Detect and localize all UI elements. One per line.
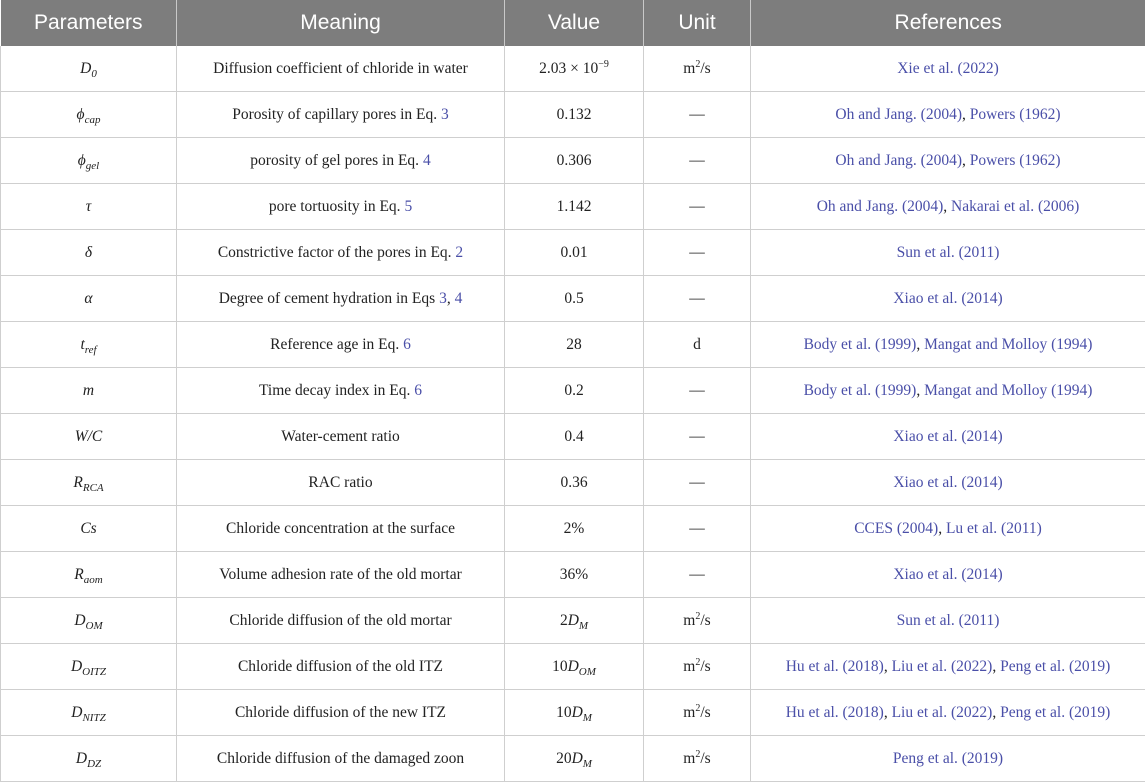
- param-symbol: [80, 336, 96, 353]
- param-symbol: [80, 520, 96, 537]
- meaning-text: Constrictive factor of the pores in Eq.: [218, 244, 456, 261]
- reference-separator: ,: [962, 106, 970, 123]
- references-cell: [751, 736, 1145, 782]
- param-base: D: [71, 658, 82, 675]
- reference-link[interactable]: Xie et al. (2022): [897, 60, 999, 77]
- param-symbol: [80, 60, 97, 77]
- table-row: [1, 552, 1145, 598]
- value-cell: [505, 92, 644, 138]
- value-subscript: OM: [579, 666, 596, 678]
- unit-cell: [644, 460, 751, 506]
- unit-cell: [644, 368, 751, 414]
- reference-link[interactable]: Liu et al. (2022): [892, 704, 993, 721]
- param-cell: [1, 506, 177, 552]
- table-row: [1, 414, 1145, 460]
- value-cell: [505, 322, 644, 368]
- unit-base: m: [683, 60, 695, 77]
- unit-cell: [644, 46, 751, 92]
- reference-separator: ,: [884, 704, 892, 721]
- value-cell: [505, 552, 644, 598]
- header-parameters: Parameters: [1, 0, 177, 46]
- meaning-cell: [177, 598, 505, 644]
- reference-link[interactable]: Liu et al. (2022): [892, 658, 993, 675]
- unit-cell: [644, 506, 751, 552]
- value-cell: [505, 230, 644, 276]
- value-subscript: M: [583, 712, 592, 724]
- value-text: 0.132: [557, 106, 592, 123]
- meaning-cell: [177, 414, 505, 460]
- meaning-text: Volume adhesion rate of the old mortar: [219, 566, 461, 583]
- table-row: [1, 322, 1145, 368]
- value-symbol: D: [568, 658, 579, 675]
- value-symbol: D: [568, 612, 579, 629]
- param-base: R: [73, 474, 82, 491]
- value-symbol: D: [572, 704, 583, 721]
- equation-link[interactable]: 3: [441, 106, 449, 123]
- param-base: ϕ: [78, 152, 86, 169]
- header-meaning: Meaning: [177, 0, 505, 46]
- unit-cell: [644, 92, 751, 138]
- equation-link[interactable]: 3: [439, 290, 447, 307]
- param-subscript: OITZ: [82, 666, 106, 678]
- table-row: [1, 184, 1145, 230]
- reference-separator: ,: [992, 704, 1000, 721]
- equation-link[interactable]: 6: [414, 382, 422, 399]
- meaning-text: Water-cement ratio: [281, 428, 400, 445]
- value-cell: [505, 506, 644, 552]
- unit-cell: [644, 230, 751, 276]
- meaning-text: ,: [447, 290, 455, 307]
- references-cell: [751, 230, 1145, 276]
- param-cell: [1, 736, 177, 782]
- value-cell: [505, 184, 644, 230]
- reference-link[interactable]: Body et al. (1999): [804, 336, 917, 353]
- table-row: [1, 506, 1145, 552]
- value-coefficient: 2: [560, 612, 568, 629]
- meaning-text: Time decay index in Eq.: [259, 382, 414, 399]
- param-symbol: [73, 474, 103, 491]
- unit-text: —: [689, 382, 705, 399]
- unit-text: —: [689, 566, 705, 583]
- param-base: α: [84, 290, 92, 307]
- reference-link[interactable]: Oh and Jang. (2004): [835, 106, 962, 123]
- unit-tail: /s: [700, 750, 710, 767]
- references-cell: [751, 138, 1145, 184]
- unit-cell: [644, 184, 751, 230]
- meaning-text: Chloride diffusion of the damaged zoon: [217, 750, 464, 767]
- value-cell: [505, 414, 644, 460]
- value-symbol: D: [572, 750, 583, 767]
- value-cell: [505, 460, 644, 506]
- param-subscript: cap: [85, 114, 101, 126]
- param-cell: [1, 644, 177, 690]
- value-cell: [505, 368, 644, 414]
- value-text: 0.01: [560, 244, 587, 261]
- reference-link[interactable]: CCES (2004): [854, 520, 938, 537]
- param-base: ϕ: [77, 106, 85, 123]
- references-cell: [751, 690, 1145, 736]
- equation-link[interactable]: 6: [403, 336, 411, 353]
- unit-cell: [644, 276, 751, 322]
- param-subscript: gel: [86, 160, 99, 172]
- param-symbol: [83, 382, 94, 399]
- value-text: 2%: [564, 520, 585, 537]
- value-text: 0.2: [564, 382, 583, 399]
- param-subscript: OM: [86, 620, 103, 632]
- value-cell: [505, 644, 644, 690]
- param-symbol: [85, 244, 92, 261]
- param-cell: [1, 690, 177, 736]
- param-symbol: [84, 290, 92, 307]
- unit-tail: /s: [700, 612, 710, 629]
- value-text: 1.142: [557, 198, 592, 215]
- reference-link[interactable]: Peng et al. (2019): [1000, 704, 1110, 721]
- reference-link[interactable]: Powers (1962): [970, 106, 1061, 123]
- param-cell: [1, 230, 177, 276]
- reference-link[interactable]: Xiao et al. (2014): [893, 566, 1002, 583]
- meaning-cell: [177, 138, 505, 184]
- header-references: References: [751, 0, 1145, 46]
- param-base: δ: [85, 244, 92, 261]
- table-row: [1, 644, 1145, 690]
- reference-link[interactable]: Oh and Jang. (2004): [817, 198, 944, 215]
- header-value: Value: [505, 0, 644, 46]
- unit-tail: /s: [700, 60, 710, 77]
- equation-link[interactable]: 4: [423, 152, 431, 169]
- param-cell: [1, 184, 177, 230]
- unit-text: —: [689, 198, 705, 215]
- value-coefficient: 10: [552, 658, 568, 675]
- param-subscript: DZ: [87, 758, 101, 770]
- value-text: 0.306: [557, 152, 592, 169]
- unit-exponent: 2: [695, 58, 700, 69]
- unit-cell: [644, 598, 751, 644]
- unit-text: —: [689, 520, 705, 537]
- reference-link[interactable]: Lu et al. (2011): [946, 520, 1042, 537]
- unit-cell: [644, 690, 751, 736]
- param-base: D: [74, 612, 85, 629]
- reference-separator: ,: [943, 198, 951, 215]
- value-coefficient: 10: [556, 704, 572, 721]
- reference-link[interactable]: Sun et al. (2011): [897, 244, 1000, 261]
- value-text: 0.5: [564, 290, 583, 307]
- param-symbol: [77, 106, 101, 123]
- table-row: [1, 230, 1145, 276]
- references-cell: [751, 598, 1145, 644]
- meaning-cell: [177, 506, 505, 552]
- value-cell: [505, 598, 644, 644]
- unit-cell: [644, 736, 751, 782]
- references-cell: [751, 322, 1145, 368]
- param-subscript: aom: [84, 574, 103, 586]
- meaning-text: Chloride diffusion of the old mortar: [229, 612, 451, 629]
- references-cell: [751, 368, 1145, 414]
- unit-cell: [644, 552, 751, 598]
- param-base: τ: [86, 198, 92, 215]
- table-row: [1, 736, 1145, 782]
- equation-link[interactable]: 5: [404, 198, 412, 215]
- reference-separator: ,: [884, 658, 892, 675]
- param-symbol: [74, 566, 102, 583]
- param-base: R: [74, 566, 83, 583]
- meaning-cell: [177, 322, 505, 368]
- value-text: 0.4: [564, 428, 583, 445]
- meaning-cell: [177, 368, 505, 414]
- reference-link[interactable]: Xiao et al. (2014): [893, 290, 1002, 307]
- reference-link[interactable]: Hu et al. (2018): [786, 704, 884, 721]
- meaning-text: Diffusion coefficient of chloride in water: [213, 60, 468, 77]
- value-subscript: M: [579, 620, 588, 632]
- meaning-text: Chloride diffusion of the old ITZ: [238, 658, 443, 675]
- reference-separator: ,: [962, 152, 970, 169]
- unit-text: —: [689, 152, 705, 169]
- param-cell: [1, 552, 177, 598]
- unit-text: —: [689, 428, 705, 445]
- value-mantissa: 2.03 × 10: [539, 60, 598, 77]
- value-text: 36%: [560, 566, 588, 583]
- unit-exponent: 2: [695, 748, 700, 759]
- param-symbol: [71, 704, 105, 721]
- reference-link[interactable]: Oh and Jang. (2004): [835, 152, 962, 169]
- references-cell: [751, 184, 1145, 230]
- unit-exponent: 2: [695, 656, 700, 667]
- reference-link[interactable]: Hu et al. (2018): [786, 658, 884, 675]
- value-subscript: M: [583, 758, 592, 770]
- param-cell: [1, 598, 177, 644]
- param-cell: [1, 460, 177, 506]
- references-cell: [751, 644, 1145, 690]
- unit-base: m: [683, 704, 695, 721]
- param-base: D: [76, 750, 87, 767]
- references-cell: [751, 552, 1145, 598]
- param-subscript: 0: [91, 68, 97, 80]
- meaning-text: RAC ratio: [308, 474, 372, 491]
- references-cell: [751, 460, 1145, 506]
- unit-text: —: [689, 244, 705, 261]
- table-row: [1, 368, 1145, 414]
- param-base: W/C: [75, 428, 103, 445]
- param-base: D: [80, 60, 91, 77]
- unit-text: d: [693, 336, 701, 353]
- references-cell: [751, 92, 1145, 138]
- unit-text: —: [689, 106, 705, 123]
- meaning-cell: [177, 276, 505, 322]
- meaning-cell: [177, 552, 505, 598]
- param-symbol: [74, 612, 102, 629]
- reference-link[interactable]: Sun et al. (2011): [897, 612, 1000, 629]
- param-subscript: ref: [85, 344, 97, 356]
- unit-cell: [644, 644, 751, 690]
- table-body: [1, 46, 1145, 782]
- value-cell: [505, 138, 644, 184]
- value-cell: [505, 276, 644, 322]
- param-cell: [1, 92, 177, 138]
- meaning-cell: [177, 92, 505, 138]
- table-row: [1, 460, 1145, 506]
- param-symbol: [76, 750, 101, 767]
- meaning-text: Chloride diffusion of the new ITZ: [235, 704, 446, 721]
- reference-separator: ,: [916, 382, 924, 399]
- param-cell: [1, 368, 177, 414]
- value-coefficient: 20: [556, 750, 572, 767]
- meaning-text: Reference age in Eq.: [270, 336, 403, 353]
- param-cell: [1, 46, 177, 92]
- param-base: m: [83, 382, 94, 399]
- references-cell: [751, 46, 1145, 92]
- value-text: 0.36: [560, 474, 587, 491]
- unit-base: m: [683, 658, 695, 675]
- table-row: [1, 276, 1145, 322]
- header-unit: Unit: [644, 0, 751, 46]
- meaning-cell: [177, 644, 505, 690]
- unit-cell: [644, 138, 751, 184]
- meaning-cell: [177, 46, 505, 92]
- unit-text: —: [689, 290, 705, 307]
- value-cell: [505, 736, 644, 782]
- param-symbol: [71, 658, 106, 675]
- reference-link[interactable]: Mangat and Molloy (1994): [924, 382, 1092, 399]
- unit-text: —: [689, 474, 705, 491]
- references-cell: [751, 506, 1145, 552]
- unit-base: m: [683, 750, 695, 767]
- meaning-text: pore tortuosity in Eq.: [269, 198, 405, 215]
- param-subscript: NITZ: [82, 712, 105, 724]
- references-cell: [751, 276, 1145, 322]
- meaning-text: Porosity of capillary pores in Eq.: [232, 106, 441, 123]
- references-cell: [751, 414, 1145, 460]
- reference-link[interactable]: Powers (1962): [970, 152, 1061, 169]
- meaning-cell: [177, 690, 505, 736]
- param-symbol: [78, 152, 99, 169]
- meaning-cell: [177, 230, 505, 276]
- value-cell: [505, 46, 644, 92]
- value-text: 28: [566, 336, 582, 353]
- param-cell: [1, 322, 177, 368]
- table-row: [1, 46, 1145, 92]
- meaning-cell: [177, 460, 505, 506]
- param-symbol: [75, 428, 103, 445]
- param-base: D: [71, 704, 82, 721]
- unit-exponent: 2: [695, 610, 700, 621]
- param-cell: [1, 138, 177, 184]
- reference-separator: ,: [938, 520, 946, 537]
- unit-base: m: [683, 612, 695, 629]
- meaning-cell: [177, 184, 505, 230]
- value-cell: [505, 690, 644, 736]
- reference-link[interactable]: Xiao et al. (2014): [893, 474, 1002, 491]
- param-base: Cs: [80, 520, 96, 537]
- reference-link[interactable]: Peng et al. (2019): [893, 750, 1003, 767]
- unit-tail: /s: [700, 704, 710, 721]
- table-row: [1, 92, 1145, 138]
- table-row: [1, 598, 1145, 644]
- meaning-text: porosity of gel pores in Eq.: [250, 152, 423, 169]
- reference-link[interactable]: Mangat and Molloy (1994): [924, 336, 1092, 353]
- param-symbol: [86, 198, 92, 215]
- meaning-cell: [177, 736, 505, 782]
- header-row: [1, 0, 1145, 46]
- reference-link[interactable]: Peng et al. (2019): [1000, 658, 1110, 675]
- meaning-text: Degree of cement hydration in Eqs: [219, 290, 439, 307]
- param-subscript: RCA: [83, 482, 104, 494]
- unit-cell: [644, 414, 751, 460]
- equation-link[interactable]: 2: [455, 244, 463, 261]
- unit-cell: [644, 322, 751, 368]
- param-cell: [1, 276, 177, 322]
- table-row: [1, 690, 1145, 736]
- meaning-text: Chloride concentration at the surface: [226, 520, 455, 537]
- table-row: [1, 138, 1145, 184]
- reference-link[interactable]: Nakarai et al. (2006): [951, 198, 1079, 215]
- reference-link[interactable]: Body et al. (1999): [804, 382, 917, 399]
- reference-link[interactable]: Xiao et al. (2014): [893, 428, 1002, 445]
- unit-tail: /s: [700, 658, 710, 675]
- unit-exponent: 2: [695, 702, 700, 713]
- reference-separator: ,: [916, 336, 924, 353]
- reference-separator: ,: [992, 658, 1000, 675]
- param-base: t: [80, 336, 84, 353]
- value-exponent: −9: [598, 58, 609, 69]
- equation-link[interactable]: 4: [455, 290, 463, 307]
- param-cell: [1, 414, 177, 460]
